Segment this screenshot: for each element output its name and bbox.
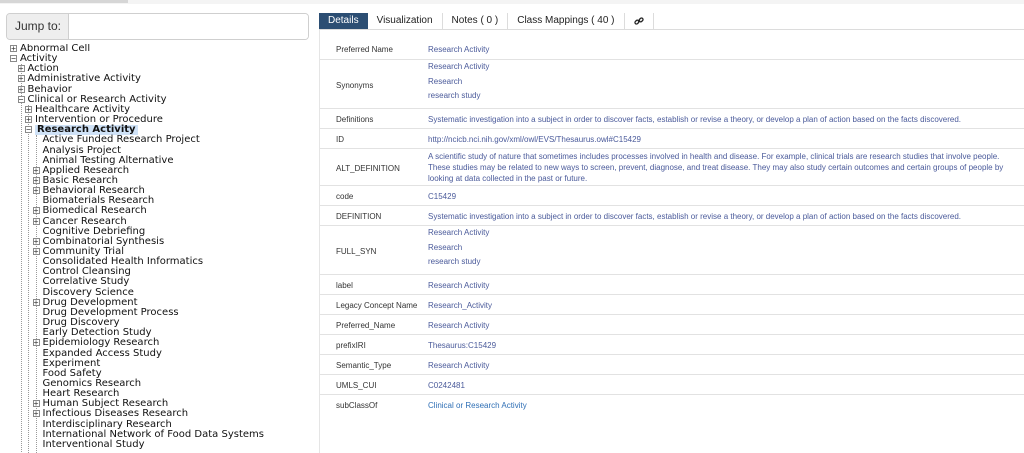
expand-icon[interactable]: + [33, 186, 39, 196]
expand-icon[interactable]: + [33, 175, 39, 185]
detail-value: research study [428, 91, 481, 101]
jump-to-input[interactable] [69, 14, 308, 39]
detail-values [428, 400, 1018, 411]
tree-node-label[interactable]: Activity [20, 53, 58, 65]
detail-key: Preferred Name [336, 45, 393, 54]
link-icon[interactable] [625, 13, 654, 29]
tab-class-mappings[interactable]: Class Mappings ( 40 ) [508, 13, 624, 29]
detail-value: Research Activity [428, 228, 490, 237]
detail-key: FULL_SYN [336, 246, 377, 256]
class-tree [10, 44, 315, 453]
detail-row [320, 148, 1024, 185]
collapse-icon[interactable]: − [26, 125, 31, 135]
expand-icon[interactable]: + [18, 84, 24, 94]
tree-node-label[interactable]: Infectious Diseases Research [42, 408, 189, 420]
detail-key: DEFINITION [336, 212, 382, 221]
detail-values [428, 340, 1018, 351]
tree-node-label[interactable]: International Network of Food Data Systems [42, 428, 264, 440]
detail-value: Research Activity [428, 280, 490, 290]
expand-icon[interactable]: + [11, 44, 16, 53]
expand-icon[interactable]: + [33, 297, 39, 307]
tree-node-label[interactable]: Food Safety [42, 367, 102, 379]
tree-node-label[interactable]: Drug Development [42, 296, 138, 308]
expand-icon[interactable]: + [26, 115, 31, 125]
detail-key: code [336, 192, 354, 201]
tree-node-label[interactable]: Drug Development Process [42, 306, 179, 318]
tree-node-label[interactable]: Administrative Activity [27, 73, 141, 85]
detail-value: research study [428, 257, 481, 267]
detail-key: Definitions [336, 115, 374, 124]
tree-node-label[interactable]: Action [27, 63, 59, 75]
detail-value: Research Activity [428, 62, 490, 71]
tree-node-label[interactable]: Animal Testing Alternative [42, 154, 174, 166]
detail-row [320, 354, 1024, 374]
tree-node-label[interactable]: Correlative Study [42, 276, 130, 288]
detail-row [320, 39, 1024, 59]
detail-values [428, 380, 1018, 391]
detail-row [320, 225, 1024, 274]
expand-icon[interactable]: + [33, 247, 39, 256]
tab-visualization[interactable]: Visualization [368, 13, 443, 29]
detail-value: Research Activity [428, 320, 490, 330]
detail-row [320, 314, 1024, 334]
detail-values [428, 134, 1018, 145]
tree-node-label[interactable]: Community Trial [42, 246, 124, 257]
detail-row [320, 294, 1024, 314]
detail-values [428, 191, 1018, 202]
tree-node-label[interactable]: Abnormal Cell [20, 44, 91, 54]
tree-node-label[interactable]: Biomaterials Research [42, 195, 155, 207]
tree-node-label[interactable]: Basic Research [42, 174, 119, 186]
tree-node-label[interactable]: Clinical or Research Activity [27, 93, 167, 105]
tree-node-label[interactable]: Epidemiology Research [42, 337, 160, 349]
collapse-icon[interactable]: − [18, 94, 24, 104]
tree-node-label[interactable]: Biomedical Research [42, 205, 147, 217]
jump-to-label: Jump to: [7, 14, 69, 39]
collapse-icon[interactable]: − [11, 54, 16, 64]
detail-value: A scientific study of nature that sometimes includes processes involved in health and disease. For example, clinical trials are research studies that involve people. These studies may be related to new ways to screen, prevent, diagnose, and treat disease. They may also study certain outcomes and certain groups of people by looking at data collected in the past or future. [428, 152, 1004, 183]
tree-node-label[interactable]: Consolidated Health Informatics [42, 256, 204, 268]
expand-icon[interactable]: + [33, 338, 39, 348]
detail-value: Research_Activity [428, 300, 493, 310]
tree-node-label[interactable]: Early Detection Study [42, 327, 152, 339]
tab-details[interactable]: Details [319, 13, 368, 29]
detail-row [320, 394, 1024, 414]
tree-node-label[interactable]: Interventional Study [42, 438, 145, 450]
detail-row [320, 334, 1024, 354]
details-table [319, 30, 1024, 453]
tab-bar [319, 13, 1024, 30]
detail-value: Research Activity [428, 360, 490, 370]
tree-node-label[interactable]: Healthcare Activity [35, 103, 131, 115]
detail-value: C0242481 [428, 380, 465, 390]
expand-icon[interactable]: + [18, 74, 24, 84]
detail-values [428, 114, 1018, 125]
tree-node-label[interactable]: Cognitive Debriefing [42, 225, 146, 237]
detail-row [320, 374, 1024, 394]
tree-node-label[interactable]: Interdisciplinary Research [42, 418, 172, 430]
detail-row [320, 205, 1024, 225]
tree-guide-line [21, 64, 22, 453]
tree-node-label[interactable]: Applied Research [42, 164, 130, 176]
expand-icon[interactable]: + [33, 409, 39, 419]
detail-key: ID [336, 135, 344, 144]
tree-node-label[interactable]: Drug Discovery [42, 317, 120, 329]
tree-guide-line [28, 105, 29, 453]
detail-row [320, 59, 1024, 108]
detail-key: Semantic_Type [336, 361, 392, 370]
detail-values [428, 211, 1018, 222]
detail-value: Systematic investigation into a subject in order to discover facts, establish or revise a theory, or develop a plan of action based on the facts discovered. [428, 114, 962, 124]
detail-key: label [336, 281, 353, 290]
detail-value: Research [428, 76, 463, 86]
detail-values [428, 60, 1018, 104]
tree-node-label[interactable]: Human Subject Research [42, 398, 169, 410]
detail-value: http://ncicb.nci.nih.gov/xml/owl/EVS/Thesaurus.owl#C15429 [428, 134, 641, 144]
detail-row [320, 185, 1024, 205]
detail-link[interactable]: Clinical or Research Activity [428, 400, 527, 410]
tree-node-label[interactable]: Genomics Research [42, 377, 142, 389]
detail-values [428, 320, 1018, 331]
detail-key: Synonyms [336, 80, 374, 90]
detail-row [320, 274, 1024, 294]
detail-row [320, 108, 1024, 128]
detail-value: Systematic investigation into a subject in order to discover facts, establish or revise a theory, or develop a plan of action based on the facts discovered. [428, 211, 962, 221]
detail-values [428, 360, 1018, 371]
detail-values [428, 280, 1018, 291]
detail-key: Preferred_Name [336, 321, 396, 330]
expand-icon[interactable]: + [33, 206, 39, 216]
detail-key: UMLS_CUI [336, 381, 377, 390]
tree-node-label[interactable]: Combinatorial Synthesis [42, 235, 165, 247]
detail-value: Research [428, 242, 463, 252]
tree-node-label[interactable]: Behavior [27, 83, 72, 95]
tree-node-label[interactable]: Active Funded Research Project [42, 134, 200, 146]
detail-key: ALT_DEFINITION [336, 163, 400, 173]
expand-icon[interactable]: + [33, 216, 39, 226]
tree-node-label[interactable]: Control Cleansing [42, 266, 131, 278]
detail-key: Legacy Concept Name [336, 301, 418, 310]
expand-icon[interactable]: + [33, 165, 39, 175]
tree-node-label[interactable]: Intervention or Procedure [35, 114, 163, 126]
detail-row [320, 128, 1024, 148]
detail-values [428, 226, 1018, 270]
detail-values [428, 300, 1018, 311]
right-panel [319, 13, 1024, 453]
detail-value: Thesaurus:C15429 [428, 340, 497, 350]
tree-node-label[interactable]: Experiment [42, 357, 101, 369]
tree-node-label[interactable]: Research Activity [37, 124, 136, 136]
expand-icon[interactable]: + [33, 236, 39, 246]
expand-icon[interactable]: + [26, 104, 31, 114]
expand-icon[interactable]: + [33, 399, 39, 409]
left-panel [0, 0, 316, 453]
tab-notes[interactable]: Notes ( 0 ) [443, 13, 509, 29]
expand-icon[interactable]: + [18, 64, 24, 74]
jump-to-box [6, 13, 309, 40]
tree-node-label[interactable]: Heart Research [42, 388, 120, 400]
tree-node-label[interactable]: Expanded Access Study [42, 347, 162, 359]
tree-node-label[interactable]: Analysis Project [42, 144, 122, 156]
tree-node-label[interactable]: Behavioral Research [42, 185, 145, 197]
tree-node-label[interactable]: Cancer Research [42, 215, 127, 227]
detail-key: subClassOf [336, 401, 378, 410]
detail-values [428, 44, 1018, 55]
detail-value: Research Activity [428, 44, 490, 54]
tree-node-label[interactable]: Discovery Science [42, 286, 134, 298]
detail-key: prefixIRI [336, 341, 366, 350]
detail-values [428, 151, 1018, 184]
detail-value: C15429 [428, 191, 457, 201]
